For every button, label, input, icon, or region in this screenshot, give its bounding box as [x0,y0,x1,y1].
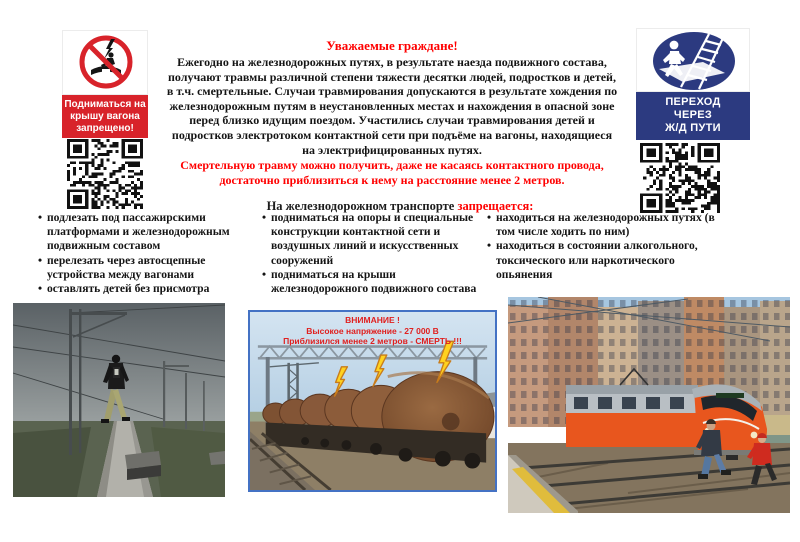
plate-line: ПЕРЕХОД [665,96,721,108]
list-item: • перелезать через автосцепные устройства между вагонами [38,254,248,282]
plate-line: ЧЕРЕЗ [673,109,713,121]
list-item: • находиться на железнодорожных путях (в том числе ходить по ним) [487,211,729,239]
photo-train-people-crossing [508,297,790,513]
photo-tank-cars-high-voltage [248,310,497,492]
prohibitions-column-2 [262,211,486,296]
appeal-warning: Смертельную травму можно получить, даже не касаясь контактного провода, достаточно приблизиться к нему на расстояние менее 2 метров. [180,158,604,187]
list-item: • подниматься на крыши железнодорожного подвижного состава [262,268,486,296]
photo-person-on-wagon-roof [13,303,225,497]
rail-crossing-sign-caption [636,92,750,140]
list-item: • находиться в состоянии алкогольного, токсического или наркотического опьянения [487,239,729,282]
warning-line: Приблизился менее 2 метров - СМЕРТЬ !!! [283,336,462,346]
list-item: • оставлять детей без присмотра [38,282,248,296]
appeal-title: Уважаемые граждане! [326,38,458,53]
plate-line: Ж/Д ПУТИ [665,122,721,134]
no-climbing-pictogram-icon [62,30,148,95]
high-voltage-warning-text [250,315,495,347]
list-item: • подниматься на опоры и специальные конструкции контактной сети и воздушных линий и искусственных сооружений [262,211,486,268]
prohibitions-heading-prefix: На железнодорожном транспорте [266,199,455,213]
no-climbing-sign-caption [62,95,148,138]
warning-line: ВНИМАНИЕ ! [345,315,400,325]
plate-line: крышу вагона [70,111,140,122]
warning-line: Высокое напряжение - 27 000 В [306,325,439,336]
appeal-text-block [166,38,618,187]
prohibitions-heading-highlight: запрещается: [457,199,534,213]
prohibitions-column-1 [38,211,248,296]
rail-crossing-sign [636,28,750,140]
prohibitions-column-3 [487,211,729,282]
no-climbing-sign [62,30,148,138]
plate-line: Подниматься на [64,99,146,110]
list-item: • подлезать под пассажирскими платформами и железнодорожным подвижным составом [38,211,248,254]
rail-crossing-pictogram-icon [636,28,750,92]
plate-line: запрещено! [76,123,134,134]
appeal-body: Ежегодно на железнодорожных путях, в результате наезда подвижного состава, получают травмы различной степени тяжести десятки людей, подростков и детей, в т.ч. смертельные. Случаи травмирования допускаются в результате хождения по железнодорожным путям в неустановленных местах и нахождения в опасной зоне перед близко идущим поездом. Участились случаи травмирования детей и подростков электротоком контактной сети при подъёме на вагоны, находящиеся на электрифицированных путях. [166,55,618,157]
